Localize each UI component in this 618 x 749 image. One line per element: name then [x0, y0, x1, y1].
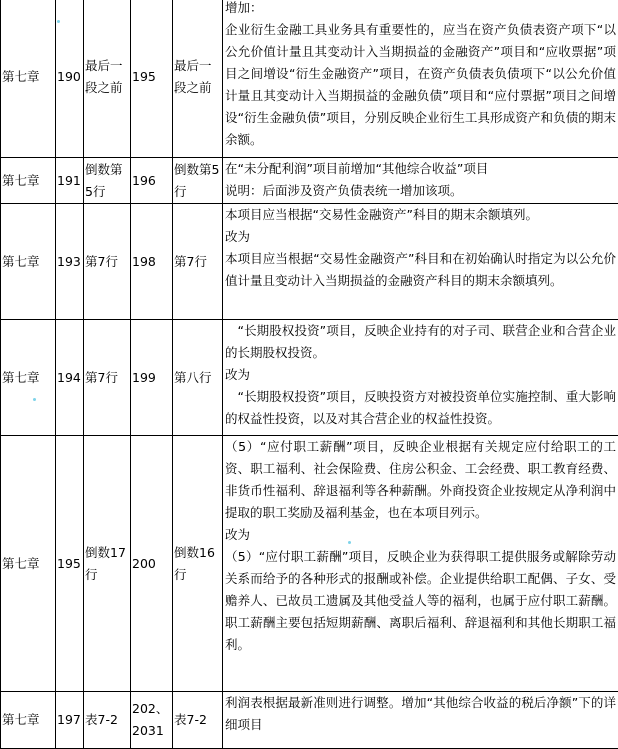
original-location-cell: 表7-2: [84, 692, 131, 749]
new-location-cell: 第八行: [173, 320, 223, 436]
revision-content-cell: [223, 204, 618, 320]
chapter-cell: 第七章: [1, 436, 56, 692]
decorative-dot-icon: [348, 541, 351, 544]
new-location-cell: 倒数第5行: [173, 158, 223, 204]
new-page-cell: 196: [131, 158, 173, 204]
new-location-cell: 最后一段之前: [173, 0, 223, 158]
table-row: [1, 320, 618, 436]
table-row: [1, 692, 618, 749]
new-page-cell: 198: [131, 204, 173, 320]
revision-text: 本项目应当根据“交易性金融资产”科目的期末余额填列。: [225, 204, 616, 226]
revision-text: 改为: [225, 524, 616, 546]
decorative-dot-icon: [57, 20, 60, 23]
revision-text: 利润表根据最新准则进行调整。增加“其他综合收益的税后净额”下的详细项目: [225, 692, 616, 736]
original-page-cell: 195: [56, 436, 84, 692]
revision-text: “长期股权投资”项目，反映企业持有的对子司、联营企业和合营企业的长期股权投资。: [225, 320, 616, 364]
chapter-cell: 第七章: [1, 204, 56, 320]
new-page-cell: 200: [131, 436, 173, 692]
new-page-cell: 195: [131, 0, 173, 158]
revision-text: 说明：后面涉及资产负债表统一增加该项。: [225, 180, 616, 202]
new-location-cell: 第7行: [173, 204, 223, 320]
revision-text: 本项目应当根据“交易性金融资产”科目和在初始确认时指定为以公允价值计量且变动计入当期损益的金融资产科目的期末余额填列。: [225, 248, 616, 292]
revision-content-cell: [223, 692, 618, 749]
original-page-cell: 193: [56, 204, 84, 320]
revision-content-cell: [223, 436, 618, 692]
original-location-cell: 最后一段之前: [84, 0, 131, 158]
original-location-cell: 第7行: [84, 204, 131, 320]
new-page-cell: 202、2031: [131, 692, 173, 749]
revision-text: 改为: [225, 364, 616, 386]
table-row: [1, 436, 618, 692]
original-location-cell: 倒数第5行: [84, 158, 131, 204]
original-page-cell: 194: [56, 320, 84, 436]
chapter-cell: 第七章: [1, 158, 56, 204]
decorative-dot-icon: [33, 398, 36, 401]
revision-content-cell: [223, 320, 618, 436]
new-location-cell: 倒数16行: [173, 436, 223, 692]
chapter-cell: 第七章: [1, 692, 56, 749]
original-page-cell: 190: [56, 0, 84, 158]
revision-text: （5）“应付职工薪酬”项目，反映企业根据有关规定应付给职工的工资、职工福利、社会保险费、住房公积金、工会经费、职工教育经费、非货币性福利、辞退福利等各种薪酬。外商投资企业按规定从净利润中提取的职工奖励及福利基金，也在本项目列示。: [225, 436, 616, 524]
table-row: [1, 0, 618, 158]
new-page-cell: 199: [131, 320, 173, 436]
table-row: [1, 158, 618, 204]
table-row: [1, 204, 618, 320]
original-page-cell: 197: [56, 692, 84, 749]
chapter-cell: 第七章: [1, 320, 56, 436]
original-location-cell: 第7行: [84, 320, 131, 436]
chapter-cell: 第七章: [1, 0, 56, 158]
revision-text: 增加：: [225, 0, 616, 19]
revision-text: “长期股权投资”项目，反映投资方对被投资单位实施控制、重大影响的权益性投资，以及对其合营企业的权益性投资。: [225, 386, 616, 430]
revision-text: （5）“应付职工薪酬”项目，反映企业为获得职工提供服务或解除劳动关系而给予的各种形式的报酬或补偿。企业提供给职工配偶、子女、受赡养人、已故员工遗属及其他受益人等的福利，也属于应付职工薪酬。职工薪酬主要包括短期薪酬、离职后福利、辞退福利和其他长期职工福利。: [225, 546, 616, 656]
new-location-cell: 表7-2: [173, 692, 223, 749]
revision-text: 在“未分配利润”项目前增加“其他综合收益”项目: [225, 158, 616, 180]
revision-text: 企业衍生金融工具业务具有重要性的，应当在资产负债表资产项下“以公允价值计量且其变动计入当期损益的金融资产”项目和“应收票据”项目之间增设“衍生金融资产”项目，在资产负债表负债项下“以公允价值计量且其变动计入当期损益的金融负债”项目和“应付票据”项目之间增设“衍生金融负债”项目，分别反映企业衍生工具形成资产和负债的期末余额。: [225, 19, 616, 151]
original-location-cell: 倒数17行: [84, 436, 131, 692]
original-page-cell: 191: [56, 158, 84, 204]
revision-text: 改为: [225, 226, 616, 248]
revision-content-cell: [223, 0, 618, 158]
revision-content-cell: [223, 158, 618, 204]
